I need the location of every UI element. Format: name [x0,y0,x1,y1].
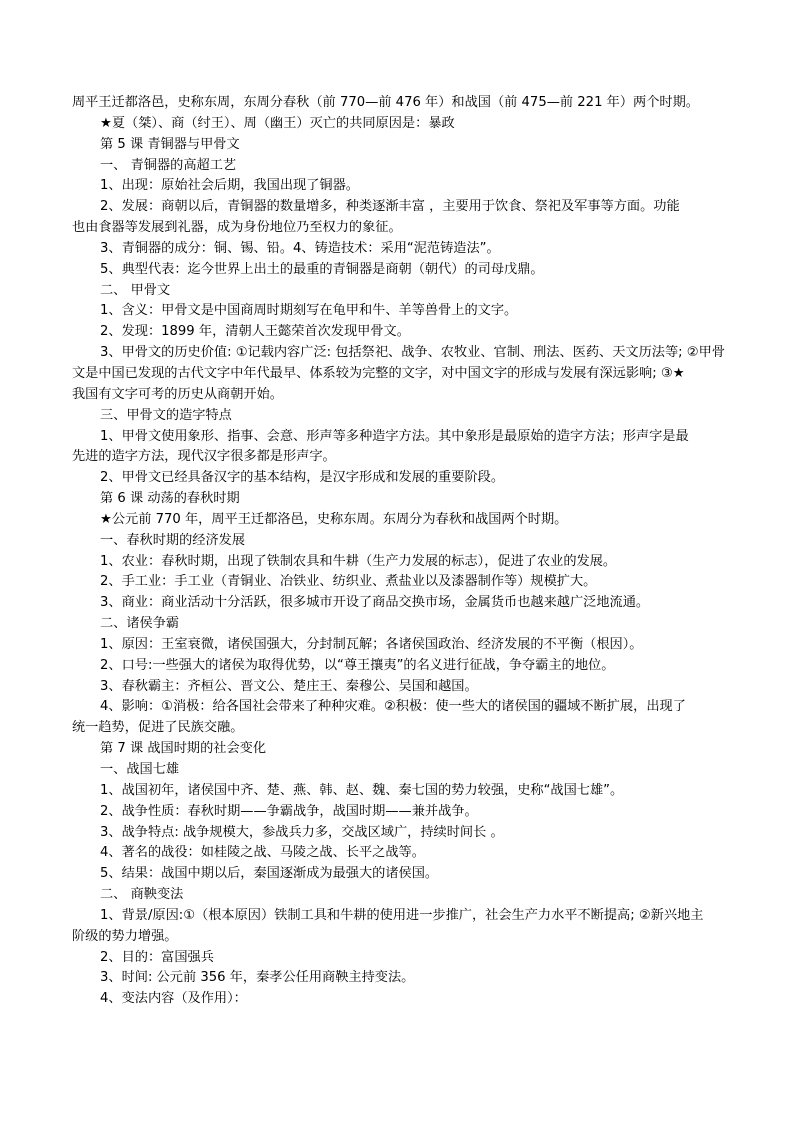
text-line: 4、变法内容（及作用）： [100,991,247,1007]
text-line: 二、 商鞅变法 [100,887,184,903]
text-line: 第 6 课 动荡的春秋时期 [100,491,240,507]
text-line: 2、发现：1899 年，清朝人王懿荣首次发现甲骨文。 [100,324,410,340]
text-line: ★公元前 770 年，周平王迁都洛邑，史称东周。东周分为春秋和战国两个时期。 [100,511,568,527]
text-line: 3、战争特点: 战争规模大，参战兵力多，交战区域广，持续时间长 。 [100,824,504,840]
text-line: 3、青铜器的成分：铜、锡、铅。4、铸造技术：采用“泥范铸造法”。 [100,240,500,256]
text-line: 二、 甲骨文 [100,282,171,298]
text-line: 4、影响：①消极：给各国社会带来了种种灾难。②积极：使一些大的诸侯国的疆域不断扩展，出现了 [100,699,686,715]
text-line: 5、结果：战国中期以后，秦国逐渐成为最强大的诸侯国。 [100,866,439,882]
text-line: 二、诸侯争霸 [100,616,180,632]
text-line: 4、著名的战役：如桂陵之战、马陵之战、长平之战等。 [100,845,425,861]
text-line: 阶级的势力增强。 [72,928,178,944]
text-line: 统一趋势，促进了民族交融。 [72,720,244,736]
text-line: 5、典型代表：迄今世界上出土的最重的青铜器是商朝（朝代）的司母戊鼎。 [100,261,544,277]
text-line: 2、发展：商朝以后，青铜器的数量增多，种类逐渐丰富 ，主要用于饮食、祭祀及军事等方面。功能 [100,199,680,215]
text-line: 3、春秋霸主：齐桓公、晋文公、楚庄王、秦穆公、吴国和越国。 [100,678,478,694]
text-line: 第 5 课 青铜器与甲骨文 [100,136,240,152]
text-line: 1、出现：原始社会后期，我国出现了铜器。 [100,178,359,194]
text-line: 2、手工业：手工业（青铜业、冶铁业、纺织业、煮盐业以及漆器制作等）规模扩大。 [100,574,597,590]
text-line: 1、背景/原因:①（根本原因）铁制工具和牛耕的使用进一步推广，社会生产力水平不断提高; ②新兴地主 [100,907,704,923]
text-line: 我国有文字可考的历史从商朝开始。 [72,386,283,402]
text-line: 一、战国七雄 [100,762,180,777]
text-line: 三、甲骨文的造字特点 [100,407,232,423]
text-line: 第 7 课 战国时期的社会变化 [100,741,267,757]
text-line: 1、甲骨文使用象形、指事、会意、形声等多种造字方法。其中象形是最原始的造字方法；形声字是最 [100,428,689,444]
text-line: ★夏（桀）、商（纣王）、周（幽王）灭亡的共同原因是：暴政 [100,115,455,131]
text-line: 1、战国初年，诸侯国中齐、楚、燕、韩、赵、魏、秦七国的势力较强，史称“战国七雄”。 [100,782,624,798]
text-line: 2、战争性质：春秋时期——争霸战争，战国时期——兼并战争。 [100,803,478,819]
text-line: 周平王迁都洛邑，史称东周，东周分春秋（前 770—前 476 年）和战国（前 475—前 221 年）两个时期。 [72,95,699,110]
text-line: 文是中国已发现的古代文字中年代最早、体系较为完整的文字，对中国文字的形成与发展有深远影响; ③★ [72,365,685,381]
text-line: 3、时间: 公元前 356 年，秦孝公任用商鞅主持变法。 [100,970,415,986]
text-line: 3、甲骨文的历史价值: ①记载内容广泛: 包括祭祀、战争、农牧业、官制、刑法、医药、天文历法等; ②甲骨 [100,345,725,361]
text-line: 3、商业：商业活动十分活跃，很多城市开设了商品交换市场，金属货币也越来越广泛地流通。 [100,595,650,611]
text-line: 1、原因：王室衰微，诸侯国强大，分封制瓦解；各诸侯国政治、经济发展的不平衡（根因）。 [100,636,643,652]
text-line: 2、甲骨文已经具备汉字的基本结构，是汉字形成和发展的重要阶段。 [100,470,505,486]
text-line: 1、含义：甲骨文是中国商周时期刻写在龟甲和牛、羊等兽骨上的文字。 [100,303,518,319]
text-line: 1、农业：春秋时期，出现了铁制农具和牛耕（生产力发展的标志），促进了农业的发展。 [100,553,617,569]
text-line: 一、春秋时期的经济发展 [100,532,246,548]
text-line: 也由食器等发展到礼器，成为身份地位乃至权力的象征。 [72,220,402,236]
document-page [72,93,728,1010]
text-line: 一、 青铜器的高超工艺 [100,157,237,173]
text-line: 2、目的：富国强兵 [100,949,214,965]
text-line: 2、口号:一些强大的诸侯为取得优势，以“尊王攘夷”的名义进行征战，争夺霸主的地位。 [100,657,615,673]
text-line: 先进的造字方法，现代汉字很多都是形声字。 [72,449,336,465]
